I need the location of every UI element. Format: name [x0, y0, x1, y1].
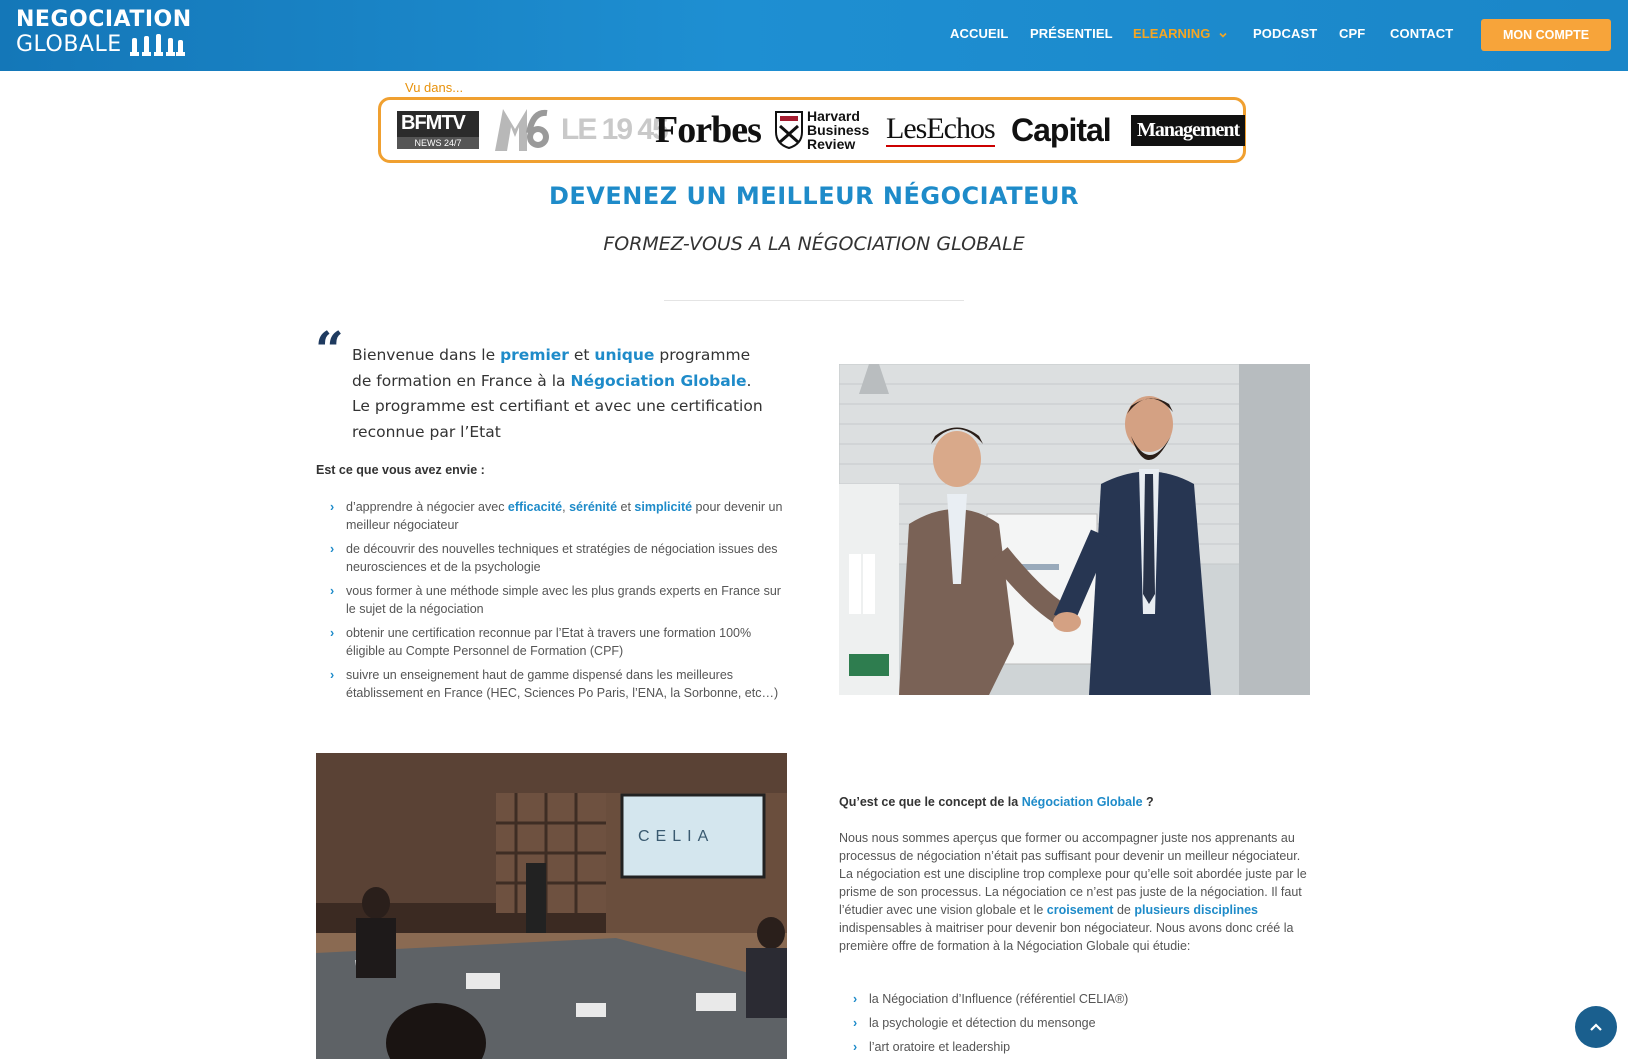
quote-text-2: et [568, 346, 595, 364]
concept-heading [839, 795, 1154, 809]
concept-text: Nous nous sommes aperçus que former ou accompagner juste nos apprenants au processus de négociation n’était pas suffisant pour devenir un meilleur négociateur. La négociation est une discipline trop complexe pour qu’elle soit abordée juste par le prisme de son processus. La négociation ce n’est pas juste de la négociation. Il faut l’étudier avec une vision globale et le [839, 831, 1307, 917]
concept-list [853, 990, 1313, 1059]
envie-heading: Est ce que vous avez envie : [316, 463, 485, 477]
item-text: de découvrir des nouvelles techniques et stratégies de négociation issues des neurosciences et de la psychologie [346, 542, 778, 574]
harvard-shield-icon [774, 110, 804, 150]
page-title: DEVENEZ UN MEILLEUR NÉGOCIATEUR [548, 182, 1080, 210]
item-highlight: sérénité [569, 500, 618, 514]
section-divider [664, 300, 964, 301]
nav-contact[interactable]: CONTACT [1390, 26, 1454, 41]
m6-graphic [493, 107, 551, 153]
press-logos-banner [378, 97, 1246, 163]
concept-text: indispensables à maitriser pour devenir bon négociateur. Nous avons donc créé la première offre de formation à la Négociation Globale qui étudie: [839, 921, 1294, 953]
nav-elearning-label: ELEARNING [1133, 26, 1211, 41]
chevron-right-icon: › [330, 542, 335, 556]
concept-highlight-disciplines: plusieurs disciplines [1134, 903, 1258, 917]
chevron-up-icon [1575, 1006, 1617, 1048]
item-text: vous former à une méthode simple avec les plus grands experts en France sur le sujet de la négociation [346, 584, 781, 616]
chevron-right-icon: › [853, 1016, 858, 1030]
list-item [853, 990, 1313, 1008]
list-item [853, 1014, 1313, 1032]
nav-accueil[interactable]: ACCUEIL [950, 26, 1009, 41]
item-text: obtenir une certification reconnue par l’Etat à travers une formation 100% éligible au Compte Personnel de Formation (CPF) [346, 626, 752, 658]
list-item [330, 498, 790, 534]
le1945-text: LE 19 45 [561, 113, 667, 146]
quote-highlight-premier: premier [500, 346, 569, 364]
chevron-right-icon: › [330, 626, 335, 640]
item-text: la psychologie et détection du mensonge [869, 1016, 1096, 1030]
chevron-right-icon: › [330, 500, 335, 514]
hbr-text: Harvard Business Review [807, 108, 870, 152]
list-item [330, 666, 790, 702]
quote-highlight-unique: unique [594, 346, 655, 364]
chevron-right-icon: › [853, 992, 858, 1006]
handshake-photo [839, 364, 1310, 695]
list-item [330, 540, 790, 576]
chess-pieces-icon [130, 32, 186, 58]
list-item [330, 582, 790, 618]
bfmtv-logo [397, 100, 479, 160]
nav-presentiel[interactable]: PRÉSENTIEL [1030, 26, 1113, 41]
forbes-logo: Forbes [655, 109, 761, 151]
chevron-down-icon [1218, 30, 1228, 40]
page-subtitle: FORMEZ-VOUS A LA NÉGOCIATION GLOBALE [603, 233, 1025, 255]
classroom-photo [316, 753, 787, 1059]
concept-heading-text: ? [1142, 795, 1154, 809]
item-text: et [617, 500, 635, 514]
chevron-right-icon: › [853, 1040, 858, 1054]
mon-compte-button[interactable]: MON COMPTE [1481, 19, 1611, 51]
concept-heading-highlight: Négociation Globale [1021, 795, 1143, 809]
nav-elearning[interactable] [1133, 26, 1228, 41]
bfmtv-news-text: NEWS 24/7 [397, 137, 479, 149]
quote-text-1: Bienvenue dans le [352, 346, 501, 364]
item-text: pour devenir un meilleur négociateur [346, 500, 783, 532]
welcome-quote [352, 343, 772, 445]
les-echos-logo: LesEchos [886, 112, 995, 145]
item-text: la Négociation d’Influence (référentiel CELIA®) [869, 992, 1129, 1006]
site-header [0, 0, 1628, 71]
concept-highlight-croisement: croisement [1046, 903, 1114, 917]
item-text: d’apprendre à négocier avec [346, 500, 508, 514]
nav-cpf[interactable]: CPF [1339, 26, 1366, 41]
classroom-illustration [316, 753, 787, 1059]
harvard-business-review-logo [774, 100, 873, 160]
item-text: suivre un enseignement haut de gamme dispensé dans les meilleures établissement en France (HEC, Sciences Po Paris, l’ENA, la Sorbonne, etc…) [346, 668, 779, 700]
concept-heading-text: Qu’est ce que le concept de la [839, 795, 1022, 809]
celia-screen-text: CELIA [638, 828, 715, 845]
chevron-right-icon: › [330, 584, 335, 598]
item-text: l’art oratoire et leadership [869, 1040, 1011, 1054]
m6-logo [493, 100, 551, 160]
concept-paragraph [839, 829, 1309, 955]
item-highlight: simplicité [634, 500, 693, 514]
item-text: , [562, 500, 570, 514]
list-item [853, 1038, 1313, 1056]
logo-line2: GLOBALE [16, 32, 122, 57]
bfmtv-text: BFMTV [401, 112, 465, 134]
management-logo: Management [1131, 100, 1245, 160]
concept-text: de [1113, 903, 1135, 917]
item-highlight: efficacité [507, 500, 563, 514]
quote-icon: “ [315, 320, 344, 379]
handshake-illustration [839, 364, 1310, 695]
chevron-right-icon: › [330, 668, 335, 682]
quote-highlight-negociation-globale: Négociation Globale [570, 371, 747, 390]
le1945-logo [561, 100, 667, 160]
quote-text-4: . Le programme est certifiant et avec une certification reconnue par l’Etat [352, 371, 763, 441]
press-label: Vu dans... [405, 80, 464, 95]
site-logo[interactable] [16, 8, 192, 58]
envie-list [330, 498, 790, 708]
quote-text-3: programme de formation en France à la [352, 346, 751, 390]
list-item [330, 624, 790, 660]
back-to-top-button[interactable] [1575, 1006, 1617, 1048]
capital-logo: Capital [1011, 111, 1111, 148]
nav-podcast[interactable]: PODCAST [1253, 26, 1318, 41]
logo-line1: NEGOCIATION [16, 7, 192, 32]
